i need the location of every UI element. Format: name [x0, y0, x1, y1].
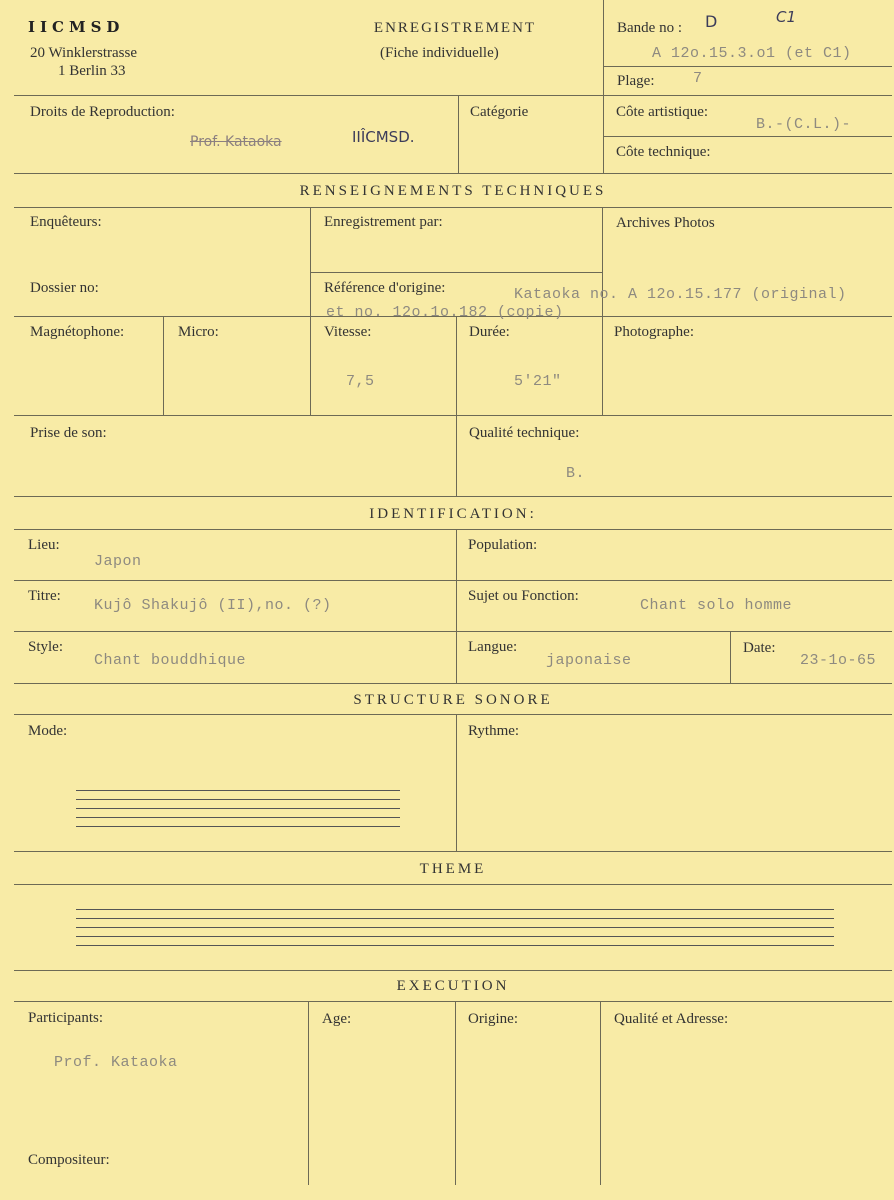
rule — [730, 631, 731, 683]
langue-value: japonaise — [546, 652, 632, 669]
droits-struck-value: Prof. Kataoka — [190, 134, 282, 150]
mode-label: Mode: — [28, 723, 68, 739]
sujet-value: Chant solo homme — [640, 597, 793, 614]
archives-photos-label: Archives Photos — [616, 215, 715, 231]
rule — [14, 580, 892, 581]
institute-logo: IICMSD — [28, 18, 125, 36]
card-subtitle: (Fiche individuelle) — [380, 45, 499, 61]
theme-staff — [76, 909, 834, 949]
rule — [603, 0, 604, 173]
rule — [456, 529, 457, 683]
langue-label: Langue: — [468, 639, 518, 655]
lieu-value: Japon — [94, 553, 142, 570]
categorie-label: Catégorie — [470, 104, 529, 120]
rule — [14, 714, 892, 715]
section-heading: THEME — [419, 861, 487, 877]
address-line: 1 Berlin 33 — [58, 63, 126, 79]
plage-label: Plage: — [617, 73, 655, 89]
vitesse-label: Vitesse: — [324, 324, 372, 340]
address-line: 20 Winklerstrasse — [30, 45, 138, 61]
cote-artistique-label: Côte artistique: — [616, 104, 709, 120]
qualite-technique-value: B. — [566, 465, 586, 482]
section-heading: RENSEIGNEMENTS TECHNIQUES — [299, 183, 607, 199]
enqueteurs-label: Enquêteurs: — [30, 214, 102, 230]
origine-label: Origine: — [468, 1011, 518, 1027]
compositeur-label: Compositeur: — [28, 1152, 110, 1168]
rythme-label: Rythme: — [468, 723, 520, 739]
rule — [14, 95, 892, 96]
participants-value: Prof. Kataoka — [54, 1054, 178, 1071]
mode-staff — [76, 790, 400, 830]
bande-label: Bande no : — [617, 20, 682, 36]
reference-value: Kataoka no. A 12o.15.177 (original) — [514, 286, 847, 303]
style-value: Chant bouddhique — [94, 652, 247, 669]
dossier-label: Dossier no: — [30, 280, 99, 296]
titre-value: Kujô Shakujô (II),no. (?) — [94, 597, 332, 614]
date-value: 23-1o-65 — [800, 652, 877, 669]
duree-label: Durée: — [469, 324, 510, 340]
section-heading: STRUCTURE SONORE — [353, 692, 553, 708]
population-label: Population: — [468, 537, 538, 553]
section-heading: EXECUTION — [396, 978, 510, 994]
section-heading: IDENTIFICATION: — [369, 506, 537, 522]
vitesse-value: 7,5 — [346, 373, 375, 390]
reference-label: Référence d'origine: — [324, 280, 446, 296]
rule — [310, 207, 311, 415]
sujet-label: Sujet ou Fonction: — [468, 588, 579, 604]
participants-label: Participants: — [28, 1010, 103, 1026]
titre-label: Titre: — [28, 588, 61, 604]
rule — [456, 714, 457, 851]
rule — [14, 496, 892, 497]
rule — [310, 272, 602, 273]
bande-handwritten: D — [705, 12, 718, 31]
rule — [456, 316, 457, 496]
photographe-label: Photographe: — [614, 324, 694, 340]
magnetophone-label: Magnétophone: — [30, 324, 125, 340]
rule — [600, 1001, 601, 1185]
date-label: Date: — [743, 640, 776, 656]
duree-value: 5'21" — [514, 373, 562, 390]
rule — [14, 851, 892, 852]
rule — [14, 173, 892, 174]
rule — [14, 683, 892, 684]
rule — [14, 1001, 892, 1002]
droits-handwritten-value: IIÎCMSD. — [352, 128, 415, 146]
age-label: Age: — [322, 1011, 352, 1027]
rule — [14, 631, 892, 632]
micro-label: Micro: — [178, 324, 219, 340]
rule — [458, 95, 459, 173]
reference-value: et no. 12o.1o.182 (copie) — [326, 304, 564, 321]
enregistrement-par-label: Enregistrement par: — [324, 214, 443, 230]
rule — [603, 66, 892, 67]
bande-handwritten: C1 — [776, 8, 797, 26]
droits-label: Droits de Reproduction: — [30, 104, 175, 120]
rule — [14, 970, 892, 971]
rule — [603, 136, 892, 137]
rule — [14, 207, 892, 208]
style-label: Style: — [28, 639, 64, 655]
plage-value: 7 — [693, 70, 703, 87]
rule — [14, 884, 892, 885]
bande-value: A 12o.15.3.o1 (et C1) — [652, 45, 852, 62]
qualite-technique-label: Qualité technique: — [469, 425, 580, 441]
rule — [14, 529, 892, 530]
rule — [14, 415, 892, 416]
prise-de-son-label: Prise de son: — [30, 425, 107, 441]
rule — [308, 1001, 309, 1185]
rule — [163, 316, 164, 415]
lieu-label: Lieu: — [28, 537, 60, 553]
cote-artistique-value: B.-(C.L.)- — [756, 116, 852, 133]
rule — [455, 1001, 456, 1185]
cote-technique-label: Côte technique: — [616, 144, 711, 160]
rule — [602, 207, 603, 415]
qualite-adresse-label: Qualité et Adresse: — [614, 1011, 729, 1027]
card-title: ENREGISTREMENT — [373, 20, 537, 36]
